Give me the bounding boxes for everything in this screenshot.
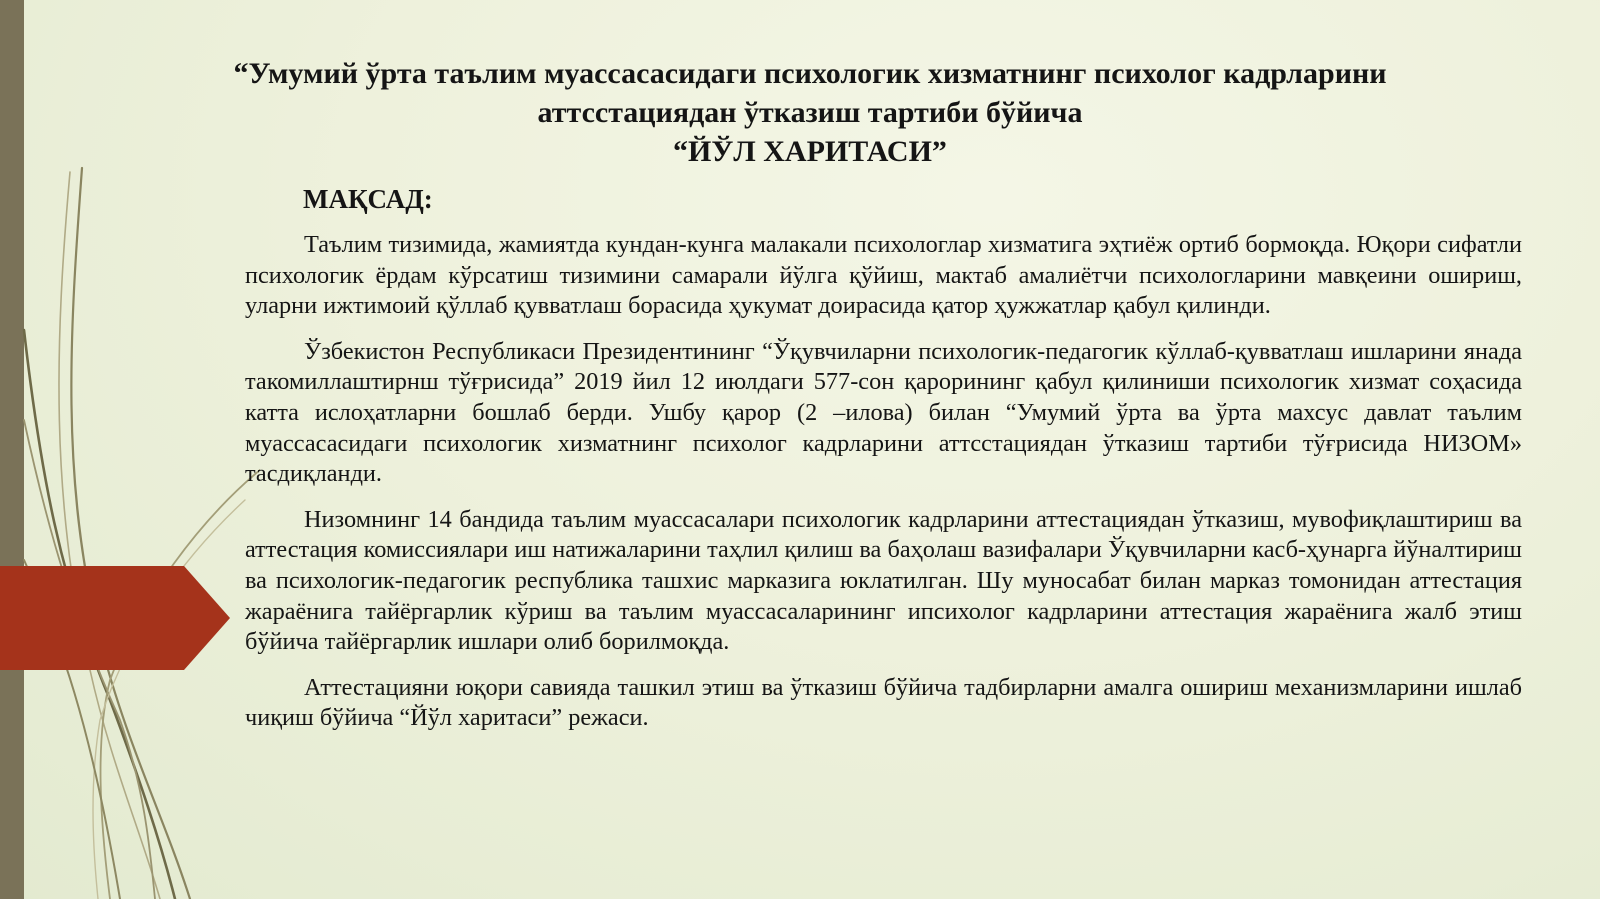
paragraph-3: Низомнинг 14 бандида таълим муассасалари психологик кадрларини аттестациядан ўтказиш, мувофиқлаштириш ва аттестация комиссиялари иш натижаларини таҳлил қилиш ва баҳолаш вазифалари Ўқувчиларни касб-ҳунарга йўналтириш ва психологик-педагогик республика ташхис марказига юклатилган. Шу муносабат билан марказ томонидан аттестация жараёнига тайёргарлик кўриш ва таълим муассасаларининг ипсихолог кадрларини аттестация жараёнига жалб этиш бўйича тайёргарлик ишлари олиб борилмоқда. [245,505,1522,656]
paragraph-1: Таълим тизимида, жамиятда кундан-кунга малакали психологлар хизматига эҳтиёж ортиб бормоқда. Юқори сифатли психологик ёрдам кўрсатиш тизимини самарали йўлга қўйиш, мактаб амалиётчи психологларини мавқеини ошириш, уларни ижтимоий қўллаб қувватлаш борасида ҳукумат доирасида қатор ҳужжатлар қабул қилинди. [245,231,1522,320]
body-text [245,230,1522,749]
paragraph-2: Ўзбекистон Республикаси Президентининг “Ўқувчиларни психологик-педагогик кўллаб-қувватлаш ишларини янада такомиллаштирнш тўғрисида” 2019 йил 12 июлдаги 577-сон қарорининг қабул қилиниши психологик хизмат соҳасида катта ислоҳатларни бошлаб берди. Ушбу қарор (2 –илова) билан “Умумий ўрта ва ўрта махсус давлат таълим муассасасидаги психологик хизматнинг психолог кадрларини аттсстациядан ўтказиш тартиби тўғрисида НИЗОМ» тасдиқланди. [245,337,1522,488]
document-title [150,54,1470,171]
section-heading: МАҚСАД: [303,184,433,214]
title-line-2: аттсстациядан ўтказиш тартиби бўйича [537,96,1083,129]
title-line-1: “Умумий ўрта таълим муассасасидаги психологик хизматнинг психолог кадрларини [233,57,1387,90]
red-arrow-shape [0,566,230,670]
paragraph-4: Аттестацияни юқори савияда ташкил этиш ва ўтказиш бўйича тадбирларни амалга ошириш механизмларини ишлаб чиқиш бўйича “Йўл харитаси” режаси. [245,673,1522,732]
title-line-3: “ЙЎЛ ХАРИТАСИ” [673,135,947,168]
